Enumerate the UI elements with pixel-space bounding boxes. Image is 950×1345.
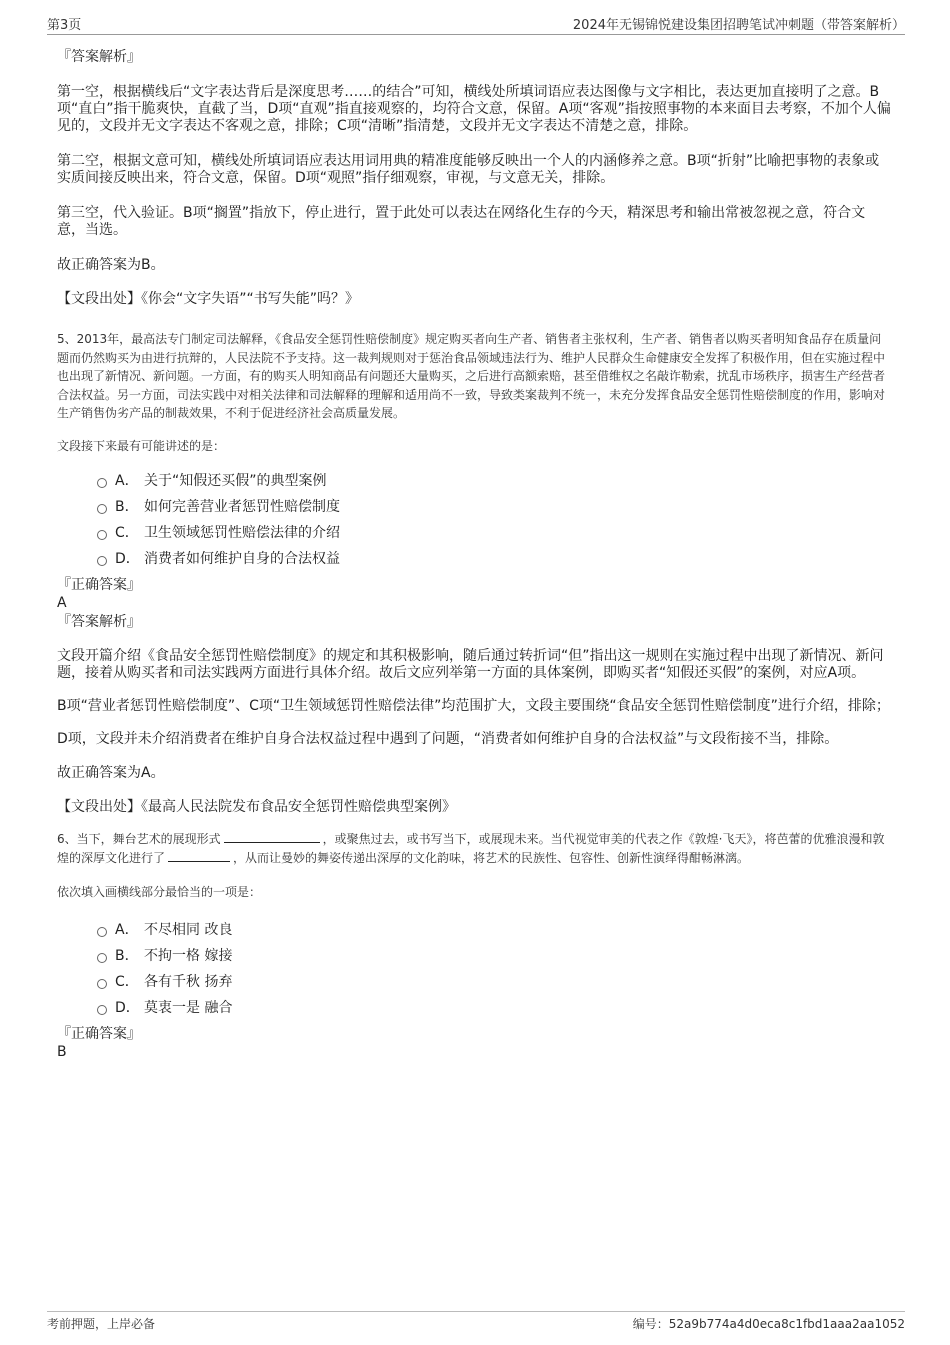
radio-icon[interactable]: [97, 504, 107, 514]
option-letter: D．: [115, 999, 140, 1016]
analysis-paragraph: 文段开篇介绍《食品安全惩罚性赔偿制度》的规定和其积极影响，随后通过转折词“但”指出这一规则在实施过程中出现了新情况、新问题，接着从购买者和司法实践两方面进行具体介绍。故后文应列举第一方面的具体案例，即购买者“知假还买假”的案例，对应A项。: [57, 648, 884, 681]
radio-icon[interactable]: [97, 478, 107, 488]
correct-answer: A: [57, 595, 67, 611]
analysis-paragraph: 第三空，代入验证。B项“搁置”指放下，停止进行，置于此处可以表达在网络化生存的今天，精深思考和输出常被忽视之意，符合文意，当选。: [57, 205, 866, 238]
option-letter: C．: [115, 525, 139, 541]
page-header: [47, 14, 905, 35]
analysis-conclusion: 故正确答案为B。: [57, 257, 165, 273]
option-list: [57, 920, 892, 1024]
radio-icon[interactable]: [97, 556, 107, 566]
analysis-paragraph: B项“营业者惩罚性赔偿制度”、C项“卫生领域惩罚性赔偿法律”均范围扩大，文段主要围绕“食品安全惩罚性赔偿制度”进行介绍，排除；: [57, 698, 890, 714]
option-letter: B．: [115, 947, 139, 964]
radio-icon[interactable]: [97, 979, 107, 989]
option-a[interactable]: [57, 920, 892, 946]
stem-text: ，或聚焦过去，或书写当下，或展现未来。当代视觉审美的代表之作《敦煌·飞天》，将芭蕾的优雅浪漫和敦煌的深厚文化进行了: [57, 832, 885, 865]
footer-slogan: 考前押题，上岸必备: [47, 1317, 156, 1331]
answer-blank: [224, 830, 320, 843]
option-d[interactable]: [57, 998, 892, 1024]
radio-icon[interactable]: [97, 927, 107, 937]
option-letter: B．: [115, 499, 139, 515]
option-letter: D．: [115, 551, 140, 567]
option-list: [57, 471, 892, 575]
correct-answer-label: 『正确答案』: [57, 577, 141, 593]
option-a[interactable]: [57, 471, 892, 497]
question-prompt: 依次填入画横线部分最恰当的一项是：: [57, 885, 262, 899]
option-b[interactable]: [57, 497, 892, 523]
option-letter: A．: [115, 921, 139, 938]
analysis-label: 『答案解析』: [57, 614, 141, 630]
option-b[interactable]: [57, 946, 892, 972]
source-citation: 【文段出处】《最高人民法院发布食品安全惩罚性赔偿典型案例》: [57, 799, 456, 815]
correct-answer: B: [57, 1043, 67, 1060]
stem-text: 6、当下，舞台艺术的展现形式: [57, 832, 221, 846]
stem-text: ，从而让曼妙的舞姿传递出深厚的文化韵味，将艺术的民族性、包容性、创新性演绎得酣畅淋漓。: [233, 850, 750, 865]
analysis-conclusion: 故正确答案为A。: [57, 765, 165, 781]
option-d[interactable]: [57, 549, 892, 575]
option-text: 不尽相同 改良: [144, 921, 233, 938]
correct-answer-label: 『正确答案』: [57, 1025, 141, 1042]
question-stem: 5、2013年，最高法专门制定司法解释，《食品安全惩罚性赔偿制度》规定购买者向生产者、销售者主张权利，生产者、销售者以购买者明知食品存在质量问题而仍然购买为由进行抗辩的，人民法院不予支持。这一裁判规则对于惩治食品领域违法行为、维护人民群众生命健康安全发挥了积极作用，但在实施过程中也出现了新情况、新问题。一方面，有的购买人明知商品有问题还大量购买，之后进行高额索赔，甚至借维权之名敲诈勒索，扰乱市场秩序，损害生产经营者合法权益。另一方面，司法实践中对相关法律和司法解释的理解和适用尚不一致，导致类案裁判不统一，未充分发挥食品安全惩罚性赔偿制度的作用，影响对生产销售伪劣产品的制裁效果，不利于促进经济社会高质量发展。: [57, 332, 886, 420]
page-number: 第3页: [47, 18, 82, 33]
question-stem: [57, 830, 892, 867]
radio-icon[interactable]: [97, 530, 107, 540]
analysis-paragraph: D项，文段并未介绍消费者在维护自身合法权益过程中遇到了问题，“消费者如何维护自身的合法权益”与文段衔接不当，排除。: [57, 731, 839, 747]
document-title: 2024年无锡锦悦建设集团招聘笔试冲刺题（带答案解析）: [572, 18, 905, 33]
option-text: 各有千秋 扬弃: [144, 973, 233, 990]
analysis-paragraph: 第二空，根据文意可知，横线处所填词语应表达用词用典的精准度能够反映出一个人的内涵修养之意。B项“折射”比喻把事物的表象或实质间接反映出来，符合文意，保留。D项“观照”指仔细观察，审视，与文意无关，排除。: [57, 153, 880, 186]
question-prompt: 文段接下来最有可能讲述的是：: [57, 438, 226, 453]
option-letter: A．: [115, 473, 139, 489]
radio-icon[interactable]: [97, 953, 107, 963]
analysis-label: 『答案解析』: [57, 49, 141, 65]
analysis-paragraph: 第一空，根据横线后“文字表达背后是深度思考……的结合”可知，横线处所填词语应表达图像与文字相比，表达更加直接明了之意。B项“直白”指干脆爽快，直截了当，D项“直观”指直接观察的，均符合文意，保留。A项“客观”指按照事物的本来面目去考察，不加个人偏见的，文段并无文字表达不客观之意，排除；C项“清晰”指清楚，文段并无文字表达不清楚之意，排除。: [57, 84, 891, 134]
option-text: 卫生领域惩罚性赔偿法律的介绍: [144, 525, 340, 541]
option-text: 消费者如何维护自身的合法权益: [144, 551, 340, 567]
page-footer: [47, 1311, 905, 1336]
document-id: 编号：52a9b774a4d0eca8c1fbd1aaa2aa1052: [632, 1317, 905, 1331]
source-citation: 【文段出处】《你会“文字失语”“书写失能”吗？》: [57, 291, 360, 307]
option-letter: C．: [115, 973, 139, 990]
option-c[interactable]: [57, 523, 892, 549]
radio-icon[interactable]: [97, 1005, 107, 1015]
option-text: 莫衷一是 融合: [144, 999, 233, 1016]
option-text: 关于“知假还买假”的典型案例: [144, 473, 327, 489]
answer-blank: [168, 849, 230, 862]
option-c[interactable]: [57, 972, 892, 998]
option-text: 如何完善营业者惩罚性赔偿制度: [144, 499, 340, 515]
option-text: 不拘一格 嫁接: [144, 947, 233, 964]
page-content: [57, 44, 892, 1061]
